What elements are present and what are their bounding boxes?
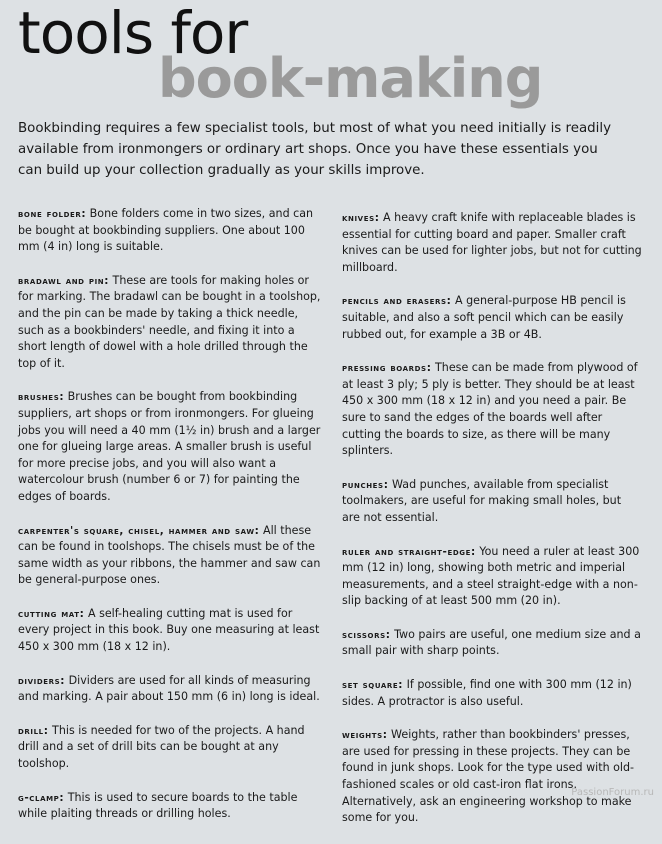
entry-text: Wad punches, available from specialist toolmakers, are useful for making small holes, but are not essential.: [342, 477, 622, 524]
entry-drill: [18, 723, 323, 773]
entry-cutting-mat: [18, 606, 323, 656]
entry-term: bone folder:: [18, 208, 87, 220]
right-column: [342, 210, 642, 844]
entry-text: A general-purpose HB pencil is suitable, and also a soft pencil which can be easily rubbed out, for example a 3B or 4B.: [342, 294, 626, 341]
entry-weights: [342, 727, 642, 827]
entry-term: ruler and straight-edge:: [342, 545, 476, 558]
entry-text: This is used to secure boards to the table while plaiting threads or drilling holes.: [18, 790, 298, 821]
entry-bone-folder: [18, 206, 323, 256]
entry-pressing-boards: [342, 360, 642, 460]
watermark: PassionForum.ru: [571, 787, 654, 798]
entry-term: knives:: [342, 212, 380, 224]
entry-term: bradawl and pin:: [18, 274, 110, 287]
entry-term: set square:: [342, 679, 404, 692]
entry-text: This is needed for two of the projects. A hand drill and a set of drill bits can be bought at any toolshop.: [18, 723, 305, 771]
entry-term: pencils and erasers:: [342, 295, 452, 308]
entry-dividers: [18, 673, 323, 706]
entry-text: These are tools for making holes or for marking. The bradawl can be bought in a toolshop, and the pin can be made by taking a thick needle, such as a bookbinders' needle, and fixing it into a short length of dowel with a hole drilled through the top of it.: [18, 273, 321, 370]
left-column: [18, 206, 323, 840]
entry-term: dividers:: [18, 674, 66, 687]
title-line-2: book-making: [158, 47, 543, 110]
entry-scissors: [342, 627, 642, 660]
entry-text: Two pairs are useful, one medium size and a small pair with sharp points.: [342, 627, 641, 658]
entry-carpenters-square: [18, 523, 323, 589]
entry-text: You need a ruler at least 300 mm (12 in) long, showing both metric and imperial measurements, and a steel straight-edge with a non-slip backing of at least 500 mm (20 in).: [342, 544, 640, 608]
entry-term: weights:: [342, 729, 388, 742]
entry-text: These can be made from plywood of at least 3 ply; 5 ply is better. They should be at least 450 x 300 mm (18 x 12 in) and you need a pair. Be sure to sand the edges of the boards well after cutting the boards to size, as there will be many splinters.: [342, 361, 638, 458]
entry-text: A self-healing cutting mat is used for every project in this book. Buy one measuring at least 450 x 300 mm (18 x 12 in).: [18, 606, 320, 654]
entry-text: If possible, find one with 300 mm (12 in) sides. A protractor is also useful.: [342, 678, 632, 708]
entry-term: brushes:: [18, 391, 65, 404]
entry-g-clamp: [18, 790, 323, 823]
entry-term: scissors:: [342, 628, 391, 641]
entry-term: g-clamp:: [18, 791, 65, 804]
intro-paragraph: Bookbinding requires a few specialist tools, but most of what you need initially is readily available from ironmongers or ordinary art shops. Once you have these essentials you can build up your collection gradually as your skills improve.: [18, 121, 612, 178]
entry-text: Bone folders come in two sizes, and can be bought at bookbinding suppliers. One about 100 mm (4 in) long is suitable.: [18, 207, 314, 254]
entry-term: drill:: [18, 724, 49, 737]
entry-text: Dividers are used for all kinds of measuring and marking. A pair about 150 mm (6 in) long is ideal.: [18, 673, 320, 704]
entry-term: pressing boards:: [342, 362, 432, 375]
entry-punches: [342, 477, 642, 527]
entry-text: A heavy craft knife with replaceable blades is essential for cutting board and paper. Smaller craft knives can be used for lighter jobs, but not for cutting millboard.: [342, 211, 642, 274]
entry-brushes: [18, 389, 323, 505]
entry-knives: [342, 210, 642, 276]
entry-set-square: [342, 677, 642, 710]
entry-term: carpenter's square, chisel, hammer and saw:: [18, 524, 260, 537]
entry-term: punches:: [342, 478, 389, 491]
entry-pencils-and-erasers: [342, 293, 642, 343]
entry-ruler-and-straight-edge: [342, 544, 642, 610]
entry-text: Weights, rather than bookbinders' presses, are used for pressing in these projects. They can be found in junk shops. Look for the type used with old-fashioned scales or old cast-iron flat irons. Alternatively, ask an engineering workshop to make some for you.: [342, 728, 635, 825]
entry-bradawl-and-pin: [18, 273, 323, 373]
entry-text: All these can be found in toolshops. The chisels must be of the same width as your ribbons, the hammer and saw can be general-purpose ones.: [18, 523, 321, 587]
entry-text: Brushes can be bought from bookbinding suppliers, art shops or from ironmongers. For glueing jobs you will need a 40 mm (1½ in) brush and a larger one for glueing large areas. A smaller brush is useful for more precise jobs, and you will also want a watercolour brush (number 6 or 7) for painting the edges of boards.: [18, 390, 321, 503]
entry-term: cutting mat:: [18, 607, 85, 620]
title-line-1: tools for: [18, 0, 248, 67]
